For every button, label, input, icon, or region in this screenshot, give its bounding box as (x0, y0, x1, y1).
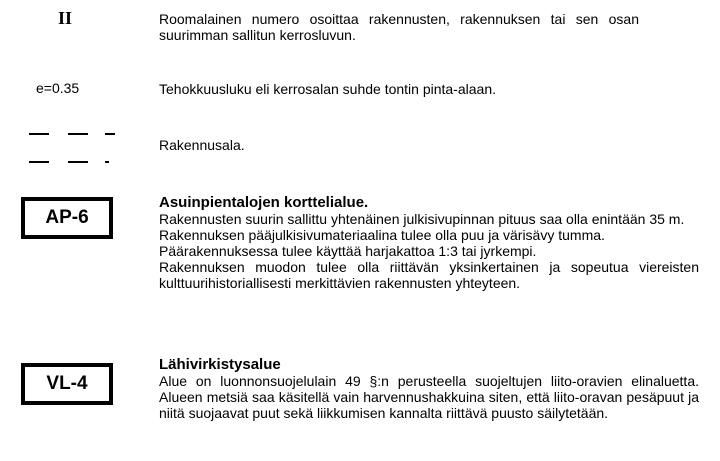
building-area-description: Rakennusala. (159, 137, 245, 153)
ap6-description (159, 194, 699, 291)
efficiency-description: Tehokkuusluku eli kerrosalan suhde tontin pinta-alaan. (159, 81, 496, 97)
ap6-line: Rakennuksen pääjulkisivumateriaalina tulee olla puu ja värisävy tumma. (159, 227, 605, 243)
ap6-zone-symbol: AP-6 (21, 197, 113, 239)
ap6-line: Rakennusten suurin sallittu yhtenäinen julkisivupinnan pituus saa olla enintään 35 m. (159, 211, 685, 227)
floor-count-symbol: II (58, 8, 73, 28)
floor-count-description: Roomalainen numero osoittaa rakennusten, rakennuksen tai sen osan suurimman sallitun kerrosluvun. (159, 11, 639, 43)
ap6-line: Rakennuksen muodon tulee olla riittävän yksinkertainen ja sopeutua viereisten kulttuurihistoriallisesti merkittävien rakennusten yhteyteen. (159, 259, 699, 291)
vl4-description (159, 356, 699, 421)
efficiency-symbol: e=0.35 (36, 80, 80, 96)
ap6-title: Asuinpientalojen korttelialue. (159, 194, 369, 211)
dashed-line-icon (0, 0, 130, 170)
vl4-zone-symbol: VL-4 (21, 363, 113, 405)
vl4-line: Alue on luonnonsuojelulain 49 §:n perusteella suojeltujen liito-oravien elinaluetta. Alueen metsiä saa käsitellä vain harvennushakkuina siten, että liito-oravan pesäpuut ja niitä suojaavat puut sekä liikkumisen kannalta riittävä puusto säilytetään. (159, 373, 699, 421)
vl4-title: Lähivirkistysalue (159, 356, 281, 373)
ap6-line: Päärakennuksessa tulee käyttää harjakattoa 1:3 tai jyrkempi. (159, 243, 537, 259)
